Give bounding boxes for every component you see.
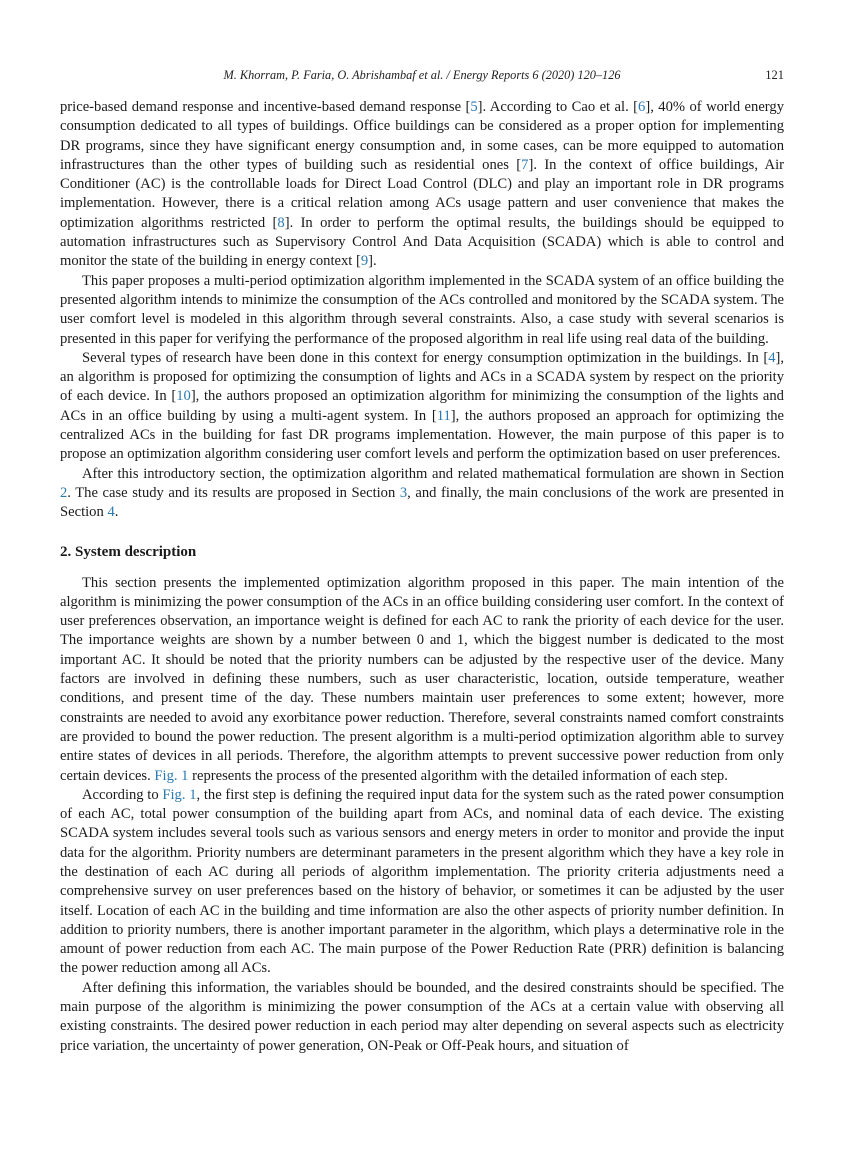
paragraph-proposal: This paper proposes a multi-period optimization algorithm implemented in the SCADA system of an office building the presented algorithm intends to minimize the consumption of the ACs controlled and monitored by the SCADA system. The user comfort level is modeled in this algorithm through several constraints. Also, a case study with several scenarios is presented in this paper for verifying the performance of the proposed algorithm in real life using real data of the building.	[60, 272, 784, 347]
section-heading-system-description: 2. System description	[60, 543, 197, 560]
reference-link-8[interactable]: 8	[277, 214, 285, 231]
text-run: .	[114, 504, 119, 521]
reference-link-10[interactable]: 10	[176, 388, 191, 405]
section-link-4[interactable]: 4	[107, 504, 115, 521]
text-run: . The case study and its results are proposed in Section	[67, 484, 400, 501]
paragraph-related-work	[60, 349, 784, 465]
reference-link-7[interactable]: 7	[521, 156, 529, 173]
text-run: represents the process of the presented algorithm with the detailed information of each step.	[188, 767, 728, 784]
text-run: This section presents the implemented optimization algorithm proposed in this paper. The main intention of the algorithm is minimizing the power consumption of the ACs in an office building considering user comfort. In the context of user preferences observation, an importance weight is defined for each AC to rank the priority of each device for the user. The importance weights are shown by a number between 0 and 1, which the biggest number is dedicated to the most important AC. It should be noted that the priority numbers can be adjusted by the respective user of the device. Many factors are involved in defining these numbers, such as user characteristic, location, outside temperature, weather conditions, and present time of the day. These numbers maintain user preferences to some extent; however, more constraints are needed to avoid any exorbitance power reduction. Therefore, several constraints named comfort constraints are provided to bound the power reduction. The present algorithm is a multi-period optimization algorithm able to survey entire states of devices in all periods. Therefore, the algorithm attempts to prevent successive power reduction from only certain devices.	[60, 574, 784, 784]
text-run: ]. According to Cao et al. [	[477, 99, 639, 115]
paragraph-system-overview	[60, 574, 784, 786]
text-run: Several types of research have been done in this context for energy consumption optimization in the buildings. In [	[82, 349, 769, 366]
running-header	[60, 66, 784, 84]
text-run: After this introductory section, the optimization algorithm and related mathematical formulation are shown in Section	[82, 465, 784, 482]
text-run: According to	[82, 786, 163, 803]
page-number: 121	[765, 68, 784, 82]
section-link-3[interactable]: 3	[399, 484, 408, 501]
paragraph-outline	[60, 465, 784, 523]
paragraph-intro-continued	[60, 98, 784, 272]
figure-link-1[interactable]: Fig. 1	[154, 767, 189, 784]
text-run: ], the authors proposed an approach for optimizing the centralized ACs in the building for fast DR programs implementation. However, the main purpose of this paper is to propose an optimization algorithm considering user comfort levels and perform the optimization based on user preferences.	[60, 407, 785, 463]
figure-link-1[interactable]: Fig. 1	[162, 786, 197, 803]
journal-citation: M. Khorram, P. Faria, O. Abrishambaf et al. / Energy Reports 6 (2020) 120–126	[223, 68, 621, 82]
text-run: , and finally, the main conclusions of the work are presented in Section	[60, 484, 784, 521]
text-run: ].	[368, 253, 377, 270]
reference-link-11[interactable]: 11	[436, 407, 451, 424]
text-run: ]. In order to perform the optimal results, the buildings should be equipped to automation infrastructures such as Supervisory Control And Data Acquisition (SCADA) which is able to control and monitor the state of the building in energy context [	[60, 214, 784, 270]
reference-link-6[interactable]: 6	[638, 99, 646, 115]
paragraph-input-data	[60, 786, 784, 979]
text-run: , the first step is defining the required input data for the system such as the rated power consumption of each AC, total power consumption of the building apart from ACs, and nominal data of each device. The existing SCADA system includes several tools such as various sensors and energy meters in order to monitor and provide the input data for the algorithm. Priority numbers are determinant parameters in the present algorithm which they have a key role in the destination of each AC during all periods of algorithm implementation. The priority criteria adjustments need a comprehensive survey on user preferences based on the history of behavior, or sometimes it can be adjusted by the user itself. Location of each AC in the building and time information are also the other aspects of priority number definition. In addition to priority numbers, there is another important parameter in the algorithm, which plays a determinative role in the amount of power reduction from each AC. The main purpose of the Power Reduction Rate (PRR) definition is balancing the power reduction among all ACs.	[60, 786, 785, 977]
section-link-2[interactable]: 2	[60, 484, 68, 501]
reference-link-9[interactable]: 9	[360, 253, 369, 270]
text-run: ], 40% of world energy consumption dedicated to all types of buildings. Office buildings can be considered as a proper option for implementing DR programs, since they have significant energy consumption and, in some cases, can be more equipped to automation infrastructures than the other types of building such as residential ones [	[60, 99, 784, 173]
text-run: ], an algorithm is proposed for optimizing the consumption of lights and ACs in a SCADA system by respect on the priority of each device. In [	[60, 349, 784, 405]
text-run: price-based demand response and incentive-based demand response [	[60, 99, 471, 115]
paragraph-constraints: After defining this information, the variables should be bounded, and the desired constraints should be specified. The main purpose of the algorithm is minimizing the power consumption of the ACs at a certain value with observing all existing constraints. The desired power reduction in each period may alter depending on several aspects such as electricity price variation, the uncertainty of power generation, ON-Peak or Off-Peak hours, and situation of	[60, 979, 784, 1054]
text-run: ]. In the context of office buildings, Air Conditioner (AC) is the controllable loads for Direct Load Control (DLC) and play an important role in DR programs implementation. However, there is a critical relation among ACs usage pattern and user convenience that makes the optimization algorithms restricted [	[60, 156, 784, 231]
body-text	[60, 98, 784, 1056]
reference-link-5[interactable]: 5	[470, 99, 478, 115]
text-run: ], the authors proposed an optimization algorithm for minimizing the consumption of the lights and ACs in an office building by using a multi-agent system. In [	[60, 388, 784, 424]
reference-link-4[interactable]: 4	[768, 349, 776, 366]
